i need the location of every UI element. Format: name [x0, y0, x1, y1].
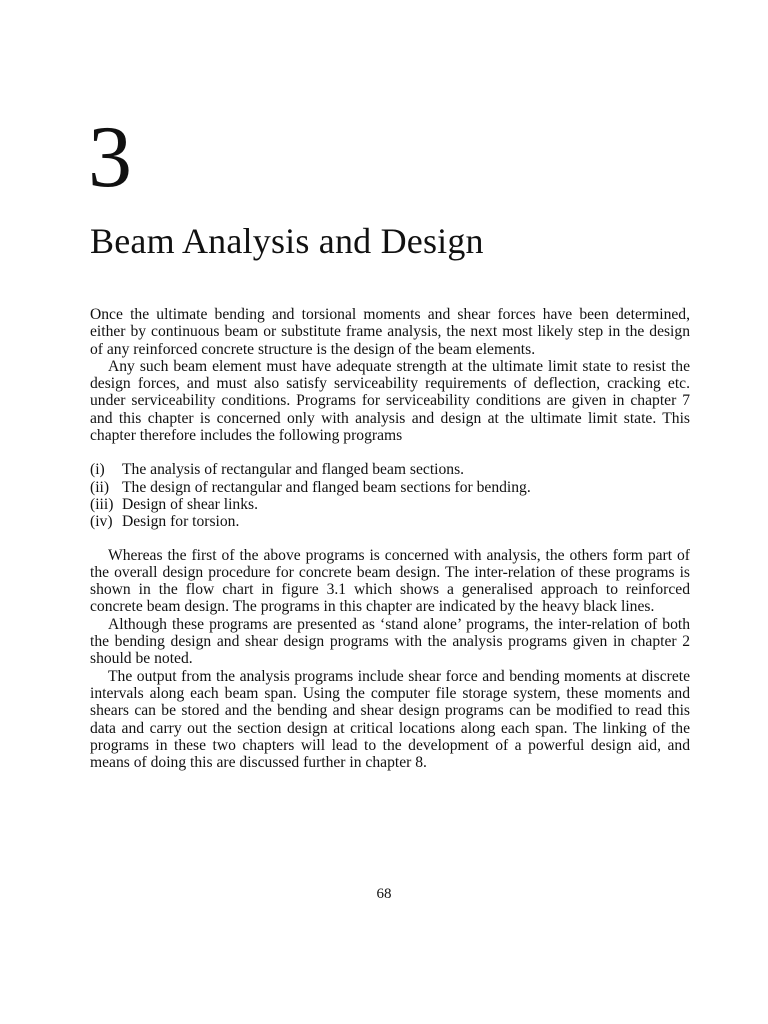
program-list-item: [90, 496, 690, 513]
paragraph-output-linking: The output from the analysis programs include shear force and bending moments at discrete intervals along each beam span. Using the computer file storage system, these moments and shears can be stored and the bending and shear design programs can be modified to read this data and carry out the section design at critical locations along each span. The linking of the programs in these two chapters will lead to the development of a powerful design aid, and means of doing this are discussed further in chapter 8.: [90, 667, 690, 772]
list-marker: (iv): [90, 513, 113, 531]
program-list: [90, 461, 690, 530]
list-marker: (iii): [90, 495, 114, 513]
paragraph-beam-strength: Any such beam element must have adequate strength at the ultimate limit state to resist the design forces, and must also satisfy serviceability requirements of deflection, cracking etc. under serviceability conditions. Programs for serviceability conditions are given in chapter 7 and this chapter is concerned only with analysis and design at the ultimate limit state. This chapter therefore includes the following programs: [90, 357, 690, 445]
list-marker: (ii): [90, 478, 110, 496]
paragraph-intro: Once the ultimate bending and torsional moments and shear forces have been determined, either by continuous beam or substitute frame analysis, the next most likely step in the design of any reinforced concrete structure is the design of the beam elements.: [90, 306, 690, 358]
list-item-text: The analysis of rectangular and flanged beam sections.: [122, 461, 465, 479]
list-item-text: Design of shear links.: [122, 495, 258, 513]
program-list-item: [90, 461, 690, 478]
list-item-text: The design of rectangular and flanged beam sections for bending.: [122, 478, 531, 496]
chapter-number: 3: [88, 109, 132, 206]
paragraph-program-relations: Whereas the first of the above programs is concerned with analysis, the others form part of the overall design procedure for concrete beam design. The inter-relation of these programs is shown in the flow chart in figure 3.1 which shows a generalised approach to reinforced concrete beam design. The programs in this chapter are indicated by the heavy black lines.: [90, 546, 690, 616]
chapter-body: [90, 306, 690, 771]
program-list-item: [90, 513, 690, 530]
program-list-item: [90, 479, 690, 496]
paragraph-stand-alone: Although these programs are presented as ‘stand alone’ programs, the inter-relation of both the bending design and shear design programs with the analysis programs given in chapter 2 should be noted.: [90, 615, 690, 668]
chapter-title: Beam Analysis and Design: [90, 221, 484, 261]
list-item-text: Design for torsion.: [122, 513, 240, 531]
page-number: 68: [376, 886, 392, 902]
list-marker: (i): [90, 461, 105, 479]
